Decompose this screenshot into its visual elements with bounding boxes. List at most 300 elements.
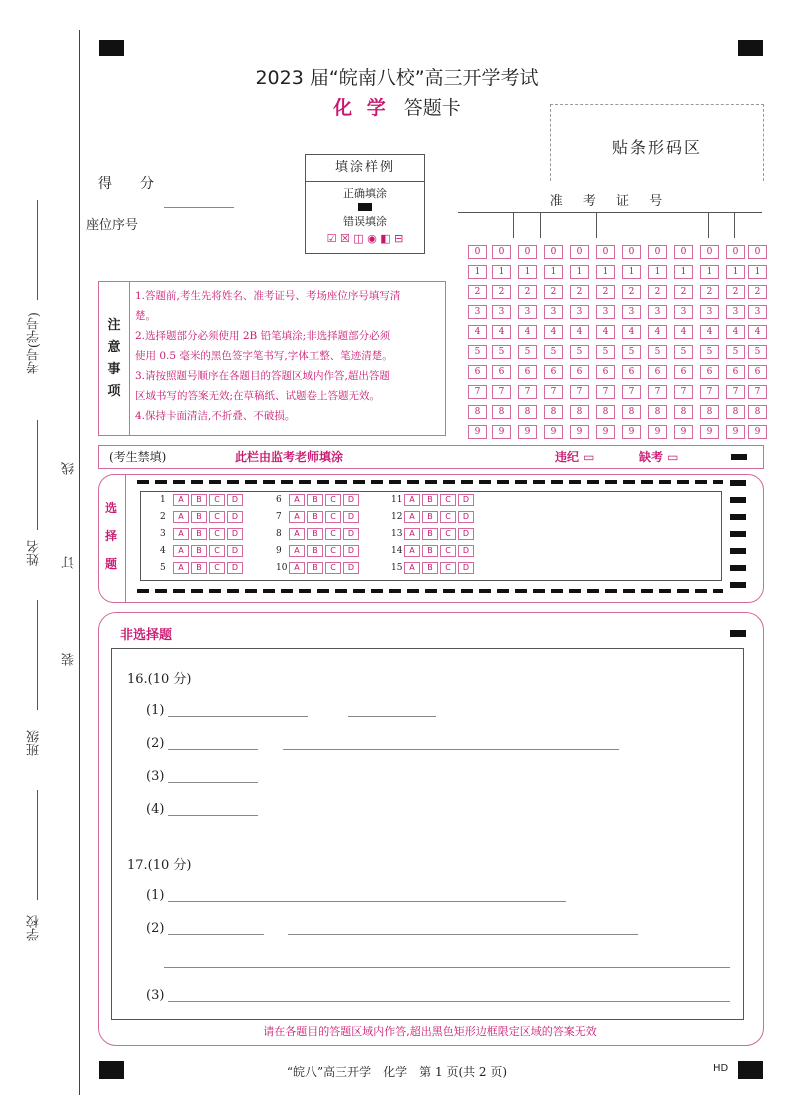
- id-digit-bubble[interactable]: 3: [544, 305, 563, 319]
- id-digit-bubble[interactable]: 7: [518, 385, 537, 399]
- bind-order-char: 订: [62, 556, 77, 569]
- question-16: 16.(10 分): [127, 672, 192, 687]
- id-digit-bubble[interactable]: 2: [622, 285, 641, 299]
- timing-mark: [730, 565, 746, 571]
- mc-option-bubble[interactable]: A: [289, 528, 305, 540]
- id-digit-bubble[interactable]: 8: [518, 405, 537, 419]
- mc-question-row: [391, 528, 476, 540]
- id-digit-bubble[interactable]: 5: [596, 345, 615, 359]
- mc-question-number: 15: [391, 563, 403, 573]
- id-digit-bubble[interactable]: 4: [726, 325, 745, 339]
- id-digit-bubble[interactable]: 7: [726, 385, 745, 399]
- q17-part3: (3): [146, 988, 165, 1003]
- id-digit-bubble[interactable]: 1: [518, 265, 537, 279]
- answer-line[interactable]: [168, 1001, 730, 1002]
- mc-option-bubble[interactable]: C: [440, 562, 456, 574]
- corner-mark-top-right: [738, 40, 763, 56]
- mc-question-row: [391, 562, 476, 574]
- mc-option-bubble[interactable]: D: [343, 545, 359, 557]
- id-digit-bubble[interactable]: 8: [492, 405, 511, 419]
- id-title: 准 考 证 号: [549, 194, 671, 209]
- mc-question-row: [160, 545, 245, 557]
- notes-label: [99, 282, 130, 435]
- absent-box[interactable]: 缺考 ▭: [639, 450, 679, 464]
- id-column-divider: [596, 212, 597, 238]
- timing-track-bottom: [137, 589, 723, 593]
- mc-question-row: [160, 494, 245, 506]
- mc-option-bubble[interactable]: B: [191, 545, 207, 557]
- mc-option-bubble[interactable]: D: [343, 562, 359, 574]
- mc-option-bubble[interactable]: C: [325, 528, 341, 540]
- mc-option-bubble[interactable]: D: [227, 511, 243, 523]
- timing-mark: [731, 454, 747, 460]
- id-digit-bubble[interactable]: 9: [570, 425, 589, 439]
- answer-line[interactable]: [168, 782, 258, 783]
- id-digit-bubble[interactable]: 7: [748, 385, 767, 399]
- fill-examples-box: [305, 154, 425, 254]
- id-digit-bubble[interactable]: 5: [748, 345, 767, 359]
- page-title: 2023 届“皖南八校”高三开学考试: [255, 67, 539, 89]
- id-digit-bubble[interactable]: 1: [726, 265, 745, 279]
- note-line: 4.保持卡面清洁,不折叠、不破损。: [135, 410, 296, 422]
- mc-option-bubble[interactable]: A: [404, 494, 420, 506]
- bind-fold-char: 装: [62, 653, 77, 666]
- mc-option-bubble[interactable]: D: [458, 494, 474, 506]
- id-column-divider: [734, 212, 735, 238]
- timing-track-top: [137, 480, 723, 484]
- id-digit-bubble[interactable]: 5: [492, 345, 511, 359]
- mc-option-bubble[interactable]: B: [422, 494, 438, 506]
- id-digit-bubble[interactable]: 7: [492, 385, 511, 399]
- notes-label-char: 项: [107, 383, 121, 399]
- mc-option-bubble[interactable]: D: [458, 562, 474, 574]
- id-digit-bubble[interactable]: 4: [700, 325, 719, 339]
- mc-option-bubble[interactable]: A: [173, 562, 189, 574]
- q17-part2: (2): [146, 921, 165, 936]
- id-digit-bubble[interactable]: 1: [570, 265, 589, 279]
- mc-option-bubble[interactable]: A: [173, 511, 189, 523]
- mc-question-row: [160, 562, 245, 574]
- question-17: 17.(10 分): [127, 858, 192, 873]
- mc-option-bubble[interactable]: C: [209, 511, 225, 523]
- mc-option-bubble[interactable]: C: [209, 494, 225, 506]
- id-digit-bubble[interactable]: 4: [570, 325, 589, 339]
- id-digit-bubble[interactable]: 2: [570, 285, 589, 299]
- sidebar-fill-line: [37, 420, 38, 530]
- mc-question-number: 10: [276, 563, 288, 573]
- note-line: 3.请按照题号顺序在各题目的答题区域内作答,超出答题: [135, 370, 390, 382]
- id-digit-bubble[interactable]: 8: [748, 405, 767, 419]
- id-digit-bubble[interactable]: 0: [596, 245, 615, 259]
- id-digit-bubble[interactable]: 6: [492, 365, 511, 379]
- mc-option-bubble[interactable]: C: [325, 545, 341, 557]
- id-digit-bubble[interactable]: 9: [748, 425, 767, 439]
- id-digit-bubble[interactable]: 1: [674, 265, 693, 279]
- correct-fill-label: 正确填涂: [343, 187, 387, 200]
- id-digit-bubble[interactable]: 6: [726, 365, 745, 379]
- id-digit-bubble[interactable]: 8: [544, 405, 563, 419]
- id-write-row: [458, 212, 762, 239]
- timing-mark: [730, 497, 746, 503]
- id-digit-bubble[interactable]: 0: [468, 245, 487, 259]
- note-line: 1.答题前,考生先将姓名、准考证号、考场座位序号填写清: [135, 290, 401, 302]
- footer-text: “皖八”高三开学 化学 第 1 页(共 2 页): [286, 1065, 508, 1079]
- id-digit-bubble[interactable]: 0: [648, 245, 667, 259]
- mc-option-bubble[interactable]: A: [173, 528, 189, 540]
- id-digit-bubble[interactable]: 6: [674, 365, 693, 379]
- id-digit-bubble[interactable]: 9: [648, 425, 667, 439]
- mc-option-bubble[interactable]: C: [440, 511, 456, 523]
- id-digit-bubble[interactable]: 4: [648, 325, 667, 339]
- id-digit-bubble[interactable]: 2: [518, 285, 537, 299]
- seat-line: [164, 207, 234, 208]
- mc-option-bubble[interactable]: A: [289, 511, 305, 523]
- id-digit-bubble[interactable]: 1: [748, 265, 767, 279]
- mc-label: [99, 475, 126, 602]
- mc-option-bubble[interactable]: B: [422, 562, 438, 574]
- id-digit-bubble[interactable]: 1: [622, 265, 641, 279]
- barcode-area: [550, 104, 764, 181]
- id-digit-bubble[interactable]: 4: [748, 325, 767, 339]
- notes-label-char: 注: [107, 317, 121, 333]
- card-label: 答题卡: [403, 97, 461, 119]
- mc-option-bubble[interactable]: B: [191, 494, 207, 506]
- mc-option-bubble[interactable]: B: [191, 528, 207, 540]
- mc-question-number: 3: [160, 529, 166, 539]
- id-digit-bubble[interactable]: 2: [748, 285, 767, 299]
- mc-option-bubble[interactable]: C: [209, 562, 225, 574]
- id-digit-bubble[interactable]: 5: [570, 345, 589, 359]
- id-digit-bubble[interactable]: 6: [700, 365, 719, 379]
- mc-option-bubble[interactable]: D: [343, 511, 359, 523]
- mc-option-bubble[interactable]: A: [173, 494, 189, 506]
- id-digit-bubble[interactable]: 2: [596, 285, 615, 299]
- id-digit-bubble[interactable]: 8: [648, 405, 667, 419]
- mc-option-bubble[interactable]: C: [209, 545, 225, 557]
- id-digit-bubble[interactable]: 6: [648, 365, 667, 379]
- timing-mark: [730, 480, 746, 486]
- id-digit-bubble[interactable]: 3: [570, 305, 589, 319]
- mc-question-row: [276, 545, 361, 557]
- id-digit-bubble[interactable]: 3: [468, 305, 487, 319]
- answer-area[interactable]: [111, 648, 744, 1020]
- note-line: 2.选择题部分必须使用 2B 铅笔填涂;非选择题部分必须: [135, 330, 391, 342]
- sidebar-class: 班级: [27, 730, 42, 756]
- mc-option-bubble[interactable]: A: [404, 511, 420, 523]
- mc-label-char: 选: [105, 501, 118, 515]
- sidebar-school: 学校: [27, 915, 42, 941]
- id-digit-bubble[interactable]: 3: [700, 305, 719, 319]
- answer-line[interactable]: [164, 967, 730, 968]
- binding-line: [79, 30, 80, 1095]
- mc-option-bubble[interactable]: C: [209, 528, 225, 540]
- mc-question-number: 2: [160, 512, 166, 522]
- id-column-divider: [540, 212, 541, 238]
- mc-question-row: [276, 511, 361, 523]
- id-digit-bubble[interactable]: 4: [622, 325, 641, 339]
- id-digit-bubble[interactable]: 0: [622, 245, 641, 259]
- id-digit-bubble[interactable]: 4: [518, 325, 537, 339]
- id-digit-bubble[interactable]: 8: [726, 405, 745, 419]
- id-digit-bubble[interactable]: 7: [596, 385, 615, 399]
- mc-label-char: 题: [105, 557, 118, 571]
- answer-line[interactable]: [288, 934, 638, 935]
- seat-label: 座位序号: [86, 218, 139, 233]
- mc-option-bubble[interactable]: A: [173, 545, 189, 557]
- mc-question-row: [391, 494, 476, 506]
- id-digit-bubble[interactable]: 5: [648, 345, 667, 359]
- id-digit-bubble[interactable]: 5: [700, 345, 719, 359]
- answer-line[interactable]: [168, 716, 308, 717]
- id-digit-bubble[interactable]: 2: [648, 285, 667, 299]
- id-digit-bubble[interactable]: 9: [726, 425, 745, 439]
- id-digit-bubble[interactable]: 4: [468, 325, 487, 339]
- id-digit-bubble[interactable]: 4: [492, 325, 511, 339]
- mc-option-bubble[interactable]: B: [307, 562, 323, 574]
- answer-line[interactable]: [168, 934, 264, 935]
- timing-mark: [730, 630, 746, 637]
- id-digit-bubble[interactable]: 7: [648, 385, 667, 399]
- id-digit-bubble[interactable]: 7: [700, 385, 719, 399]
- mc-question-row: [276, 528, 361, 540]
- id-digit-bubble[interactable]: 6: [622, 365, 641, 379]
- answer-line[interactable]: [348, 716, 436, 717]
- mc-option-bubble[interactable]: D: [343, 494, 359, 506]
- mc-option-bubble[interactable]: B: [307, 528, 323, 540]
- id-digit-bubble[interactable]: 6: [596, 365, 615, 379]
- corner-mark-top-left: [99, 40, 124, 56]
- score-label: 得 分: [98, 176, 154, 192]
- id-digit-bubble[interactable]: 5: [726, 345, 745, 359]
- id-digit-bubble[interactable]: 8: [674, 405, 693, 419]
- mc-option-bubble[interactable]: D: [227, 545, 243, 557]
- answer-line[interactable]: [283, 749, 619, 750]
- mc-option-bubble[interactable]: A: [289, 562, 305, 574]
- id-column-divider: [708, 212, 709, 238]
- mc-option-bubble[interactable]: B: [191, 562, 207, 574]
- mc-option-bubble[interactable]: C: [325, 511, 341, 523]
- id-digit-bubble[interactable]: 5: [544, 345, 563, 359]
- mc-question-number: 6: [276, 495, 282, 505]
- id-digit-bubble[interactable]: 8: [596, 405, 615, 419]
- mc-question-number: 7: [276, 512, 282, 522]
- nonselect-title: 非选择题: [120, 628, 173, 643]
- barcode-label: 贴条形码区: [611, 138, 702, 157]
- footer-code: HD: [713, 1063, 729, 1074]
- id-digit-bubble[interactable]: 7: [622, 385, 641, 399]
- bind-line-char: 线: [62, 462, 77, 475]
- id-digit-bubble[interactable]: 7: [544, 385, 563, 399]
- id-digit-bubble[interactable]: 1: [544, 265, 563, 279]
- id-digit-bubble[interactable]: 4: [544, 325, 563, 339]
- mc-question-number: 9: [276, 546, 282, 556]
- sidebar-name: 姓名: [27, 540, 42, 566]
- correct-fill-sample: [358, 203, 372, 211]
- mc-question-row: [391, 511, 476, 523]
- id-digit-bubble[interactable]: 1: [468, 265, 487, 279]
- violation-box[interactable]: 违纪 ▭: [555, 450, 595, 464]
- sidebar-fill-line: [37, 790, 38, 900]
- mc-question-number: 14: [391, 546, 403, 556]
- id-digit-bubble[interactable]: 5: [518, 345, 537, 359]
- id-digit-bubble[interactable]: 6: [748, 365, 767, 379]
- ban-middle: 此栏由监考老师填涂: [235, 450, 344, 464]
- id-digit-bubble[interactable]: 9: [596, 425, 615, 439]
- fill-examples-title: 填涂样例: [306, 155, 424, 182]
- id-digit-bubble[interactable]: 1: [700, 265, 719, 279]
- id-digit-bubble[interactable]: 2: [544, 285, 563, 299]
- mc-option-bubble[interactable]: D: [458, 511, 474, 523]
- answer-line[interactable]: [168, 901, 566, 902]
- sidebar-fill-line: [37, 600, 38, 710]
- mc-option-bubble[interactable]: A: [289, 494, 305, 506]
- id-digit-bubble[interactable]: 0: [518, 245, 537, 259]
- id-digit-bubble[interactable]: 9: [622, 425, 641, 439]
- id-digit-bubble[interactable]: 0: [570, 245, 589, 259]
- q16-part1: (1): [146, 703, 165, 718]
- notes-label-char: 事: [107, 361, 121, 377]
- id-digit-bubble[interactable]: 3: [492, 305, 511, 319]
- mc-option-bubble[interactable]: D: [343, 528, 359, 540]
- mc-option-bubble[interactable]: D: [458, 528, 474, 540]
- note-line: 楚。: [135, 310, 156, 322]
- id-digit-bubble[interactable]: 3: [748, 305, 767, 319]
- id-digit-bubble[interactable]: 7: [570, 385, 589, 399]
- id-digit-bubble[interactable]: 2: [700, 285, 719, 299]
- id-digit-bubble[interactable]: 3: [648, 305, 667, 319]
- id-digit-bubble[interactable]: 0: [492, 245, 511, 259]
- mc-question-row: [391, 545, 476, 557]
- mc-option-bubble[interactable]: C: [325, 562, 341, 574]
- id-digit-bubble[interactable]: 6: [570, 365, 589, 379]
- boundary-warning: 请在各题目的答题区域内作答,超出黑色矩形边框限定区域的答案无效: [263, 1025, 597, 1038]
- mc-question-number: 11: [391, 495, 403, 505]
- mc-option-bubble[interactable]: C: [440, 494, 456, 506]
- id-column-divider: [513, 212, 514, 238]
- id-digit-bubble[interactable]: 2: [674, 285, 693, 299]
- mc-question-number: 5: [160, 563, 166, 573]
- id-digit-bubble[interactable]: 0: [700, 245, 719, 259]
- id-digit-bubble[interactable]: 3: [674, 305, 693, 319]
- mc-option-bubble[interactable]: B: [307, 511, 323, 523]
- wrong-fill-samples: ☑ ☒ ◫ ◉ ◧ ⊟: [326, 232, 404, 245]
- mc-option-bubble[interactable]: D: [458, 545, 474, 557]
- id-digit-bubble[interactable]: 1: [492, 265, 511, 279]
- note-line: 区域书写的答案无效;在草稿纸、试题卷上答题无效。: [135, 390, 381, 402]
- wrong-fill-label: 错误填涂: [343, 215, 387, 228]
- timing-mark: [730, 514, 746, 520]
- id-digit-bubble[interactable]: 3: [596, 305, 615, 319]
- id-digit-bubble[interactable]: 2: [468, 285, 487, 299]
- mc-question-row: [276, 494, 361, 506]
- id-digit-bubble[interactable]: 5: [622, 345, 641, 359]
- id-digit-bubble[interactable]: 4: [596, 325, 615, 339]
- mc-question-number: 12: [391, 512, 403, 522]
- mc-option-bubble[interactable]: B: [307, 494, 323, 506]
- mc-question-row: [160, 511, 245, 523]
- id-digit-bubble[interactable]: 0: [726, 245, 745, 259]
- id-digit-bubble[interactable]: 1: [596, 265, 615, 279]
- id-digit-bubble[interactable]: 9: [518, 425, 537, 439]
- mc-option-bubble[interactable]: A: [404, 528, 420, 540]
- id-digit-bubble[interactable]: 1: [648, 265, 667, 279]
- id-digit-bubble[interactable]: 6: [544, 365, 563, 379]
- mc-question-number: 1: [160, 495, 166, 505]
- id-digit-bubble[interactable]: 9: [674, 425, 693, 439]
- mc-question-row: [276, 562, 361, 574]
- id-digit-bubble[interactable]: 9: [700, 425, 719, 439]
- ban-left: (考生禁填): [109, 450, 167, 464]
- subject-name: 化 学: [333, 97, 390, 119]
- mc-option-bubble[interactable]: A: [289, 545, 305, 557]
- mc-option-bubble[interactable]: C: [440, 545, 456, 557]
- id-digit-bubble[interactable]: 0: [674, 245, 693, 259]
- mc-option-bubble[interactable]: B: [422, 528, 438, 540]
- mc-question-number: 8: [276, 529, 282, 539]
- id-digit-bubble[interactable]: 6: [518, 365, 537, 379]
- notes-body: [135, 286, 441, 426]
- mc-option-bubble[interactable]: C: [325, 494, 341, 506]
- id-digit-bubble[interactable]: 3: [726, 305, 745, 319]
- mc-option-bubble[interactable]: B: [191, 511, 207, 523]
- mc-question-number: 13: [391, 529, 403, 539]
- id-digit-bubble[interactable]: 8: [570, 405, 589, 419]
- mc-label-char: 择: [105, 529, 118, 543]
- mc-option-bubble[interactable]: D: [227, 528, 243, 540]
- id-digit-bubble[interactable]: 2: [492, 285, 511, 299]
- answer-line[interactable]: [168, 815, 258, 816]
- mc-option-bubble[interactable]: A: [404, 545, 420, 557]
- id-digit-bubble[interactable]: 5: [468, 345, 487, 359]
- q16-part3: (3): [146, 769, 165, 784]
- mc-option-bubble[interactable]: B: [422, 511, 438, 523]
- mc-option-bubble[interactable]: D: [227, 494, 243, 506]
- id-digit-bubble[interactable]: 7: [674, 385, 693, 399]
- q16-part2: (2): [146, 736, 165, 751]
- id-digit-bubble[interactable]: 8: [622, 405, 641, 419]
- id-digit-bubble[interactable]: 3: [518, 305, 537, 319]
- mc-question-number: 4: [160, 546, 166, 556]
- id-digit-bubble[interactable]: 5: [674, 345, 693, 359]
- note-line: 使用 0.5 毫米的黑色签字笔书写,字体工整、笔迹清楚。: [135, 350, 393, 362]
- id-digit-bubble[interactable]: 3: [622, 305, 641, 319]
- q17-part1: (1): [146, 888, 165, 903]
- id-digit-bubble[interactable]: 7: [468, 385, 487, 399]
- id-digit-bubble[interactable]: 9: [492, 425, 511, 439]
- timing-mark: [730, 531, 746, 537]
- ban-bar: [98, 445, 764, 469]
- mc-option-bubble[interactable]: A: [404, 562, 420, 574]
- id-digit-bubble[interactable]: 8: [468, 405, 487, 419]
- mc-option-bubble[interactable]: C: [440, 528, 456, 540]
- id-digit-bubble[interactable]: 0: [544, 245, 563, 259]
- id-digit-bubble[interactable]: 4: [674, 325, 693, 339]
- mc-option-bubble[interactable]: B: [422, 545, 438, 557]
- id-digit-bubble[interactable]: 6: [468, 365, 487, 379]
- answer-line[interactable]: [168, 749, 258, 750]
- mc-option-bubble[interactable]: B: [307, 545, 323, 557]
- mc-question-row: [160, 528, 245, 540]
- notes-box: [98, 281, 446, 436]
- id-digit-bubble[interactable]: 0: [748, 245, 767, 259]
- id-digit-bubble[interactable]: 8: [700, 405, 719, 419]
- timing-mark: [730, 548, 746, 554]
- id-digit-bubble[interactable]: 9: [544, 425, 563, 439]
- id-digit-bubble[interactable]: 2: [726, 285, 745, 299]
- mc-option-bubble[interactable]: D: [227, 562, 243, 574]
- q16-part4: (4): [146, 802, 165, 817]
- id-digit-bubble[interactable]: 9: [468, 425, 487, 439]
